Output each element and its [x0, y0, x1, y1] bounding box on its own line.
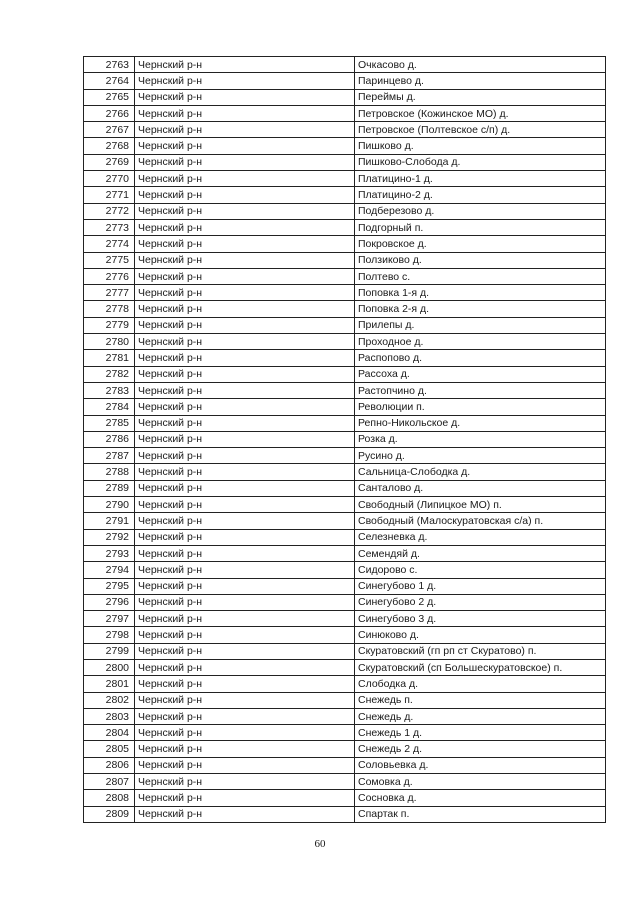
table-row: [84, 513, 606, 529]
row-number-cell: 2773: [84, 219, 135, 235]
district-cell: Чернский р-н: [135, 448, 355, 464]
table-row: [84, 643, 606, 659]
district-cell: Чернский р-н: [135, 513, 355, 529]
district-cell: Чернский р-н: [135, 382, 355, 398]
row-number-cell: 2788: [84, 464, 135, 480]
table-row: [84, 317, 606, 333]
row-number-cell: 2766: [84, 105, 135, 121]
table-row: [84, 236, 606, 252]
district-cell: Чернский р-н: [135, 366, 355, 382]
table-row: [84, 659, 606, 675]
row-number-cell: 2779: [84, 317, 135, 333]
district-cell: Чернский р-н: [135, 480, 355, 496]
settlement-name-cell: Снежедь д.: [355, 708, 606, 724]
settlement-name-cell: Репно-Никольское д.: [355, 415, 606, 431]
table-row: [84, 334, 606, 350]
settlement-name-cell: Синегубово 1 д.: [355, 578, 606, 594]
district-cell: Чернский р-н: [135, 611, 355, 627]
settlement-name-cell: Розка д.: [355, 431, 606, 447]
table-row: [84, 611, 606, 627]
district-cell: Чернский р-н: [135, 301, 355, 317]
district-cell: Чернский р-н: [135, 187, 355, 203]
settlement-name-cell: Селезневка д.: [355, 529, 606, 545]
district-cell: Чернский р-н: [135, 154, 355, 170]
settlement-name-cell: Платицино-1 д.: [355, 171, 606, 187]
district-cell: Чернский р-н: [135, 57, 355, 73]
district-cell: Чернский р-н: [135, 219, 355, 235]
table-row: [84, 708, 606, 724]
table-row: [84, 757, 606, 773]
table-row: [84, 806, 606, 822]
district-cell: Чернский р-н: [135, 138, 355, 154]
district-cell: Чернский р-н: [135, 774, 355, 790]
settlement-name-cell: Слободка д.: [355, 676, 606, 692]
settlement-name-cell: Распопово д.: [355, 350, 606, 366]
row-number-cell: 2783: [84, 382, 135, 398]
table-row: [84, 725, 606, 741]
district-cell: Чернский р-н: [135, 252, 355, 268]
row-number-cell: 2801: [84, 676, 135, 692]
district-cell: Чернский р-н: [135, 757, 355, 773]
row-number-cell: 2771: [84, 187, 135, 203]
row-number-cell: 2809: [84, 806, 135, 822]
table-row: [84, 464, 606, 480]
settlement-name-cell: Русино д.: [355, 448, 606, 464]
row-number-cell: 2776: [84, 268, 135, 284]
settlement-name-cell: Снежедь п.: [355, 692, 606, 708]
settlement-name-cell: Пишково-Слобода д.: [355, 154, 606, 170]
district-cell: Чернский р-н: [135, 659, 355, 675]
row-number-cell: 2797: [84, 611, 135, 627]
table-row: [84, 366, 606, 382]
district-cell: Чернский р-н: [135, 285, 355, 301]
table-row: [84, 105, 606, 121]
row-number-cell: 2764: [84, 73, 135, 89]
row-number-cell: 2792: [84, 529, 135, 545]
row-number-cell: 2778: [84, 301, 135, 317]
row-number-cell: 2799: [84, 643, 135, 659]
district-cell: Чернский р-н: [135, 627, 355, 643]
settlement-name-cell: Паринцево д.: [355, 73, 606, 89]
district-cell: Чернский р-н: [135, 171, 355, 187]
settlement-name-cell: Покровское д.: [355, 236, 606, 252]
row-number-cell: 2802: [84, 692, 135, 708]
table-row: [84, 154, 606, 170]
table-row: [84, 415, 606, 431]
row-number-cell: 2769: [84, 154, 135, 170]
page-number: 60: [314, 838, 326, 850]
settlement-name-cell: Поповка 2-я д.: [355, 301, 606, 317]
table-row: [84, 545, 606, 561]
table-row: [84, 382, 606, 398]
row-number-cell: 2781: [84, 350, 135, 366]
table-row: [84, 448, 606, 464]
row-number-cell: 2765: [84, 89, 135, 105]
row-number-cell: 2807: [84, 774, 135, 790]
district-cell: Чернский р-н: [135, 268, 355, 284]
table-row: [84, 676, 606, 692]
row-number-cell: 2800: [84, 659, 135, 675]
district-cell: Чернский р-н: [135, 578, 355, 594]
row-number-cell: 2784: [84, 399, 135, 415]
settlement-name-cell: Проходное д.: [355, 334, 606, 350]
settlement-name-cell: Санталово д.: [355, 480, 606, 496]
district-cell: Чернский р-н: [135, 790, 355, 806]
table-row: [84, 89, 606, 105]
row-number-cell: 2767: [84, 122, 135, 138]
row-number-cell: 2770: [84, 171, 135, 187]
table-row: [84, 122, 606, 138]
table-row: [84, 399, 606, 415]
table-row: [84, 138, 606, 154]
settlement-name-cell: Очкасово д.: [355, 57, 606, 73]
row-number-cell: 2774: [84, 236, 135, 252]
district-cell: Чернский р-н: [135, 464, 355, 480]
district-cell: Чернский р-н: [135, 431, 355, 447]
table-row: [84, 562, 606, 578]
table-row: [84, 73, 606, 89]
row-number-cell: 2808: [84, 790, 135, 806]
table-row: [84, 790, 606, 806]
table-row: [84, 431, 606, 447]
settlement-name-cell: Соловьевка д.: [355, 757, 606, 773]
table-body: [84, 57, 606, 823]
table-row: [84, 187, 606, 203]
settlement-name-cell: Пишково д.: [355, 138, 606, 154]
district-cell: Чернский р-н: [135, 725, 355, 741]
settlement-name-cell: Синюково д.: [355, 627, 606, 643]
district-cell: Чернский р-н: [135, 73, 355, 89]
table-row: [84, 219, 606, 235]
settlement-name-cell: Рассоха д.: [355, 366, 606, 382]
settlement-name-cell: Растопчино д.: [355, 382, 606, 398]
row-number-cell: 2796: [84, 594, 135, 610]
settlement-name-cell: Петровское (Кожинское МО) д.: [355, 105, 606, 121]
row-number-cell: 2785: [84, 415, 135, 431]
district-cell: Чернский р-н: [135, 236, 355, 252]
settlement-name-cell: Поповка 1-я д.: [355, 285, 606, 301]
district-cell: Чернский р-н: [135, 529, 355, 545]
district-cell: Чернский р-н: [135, 562, 355, 578]
table-row: [84, 203, 606, 219]
settlement-name-cell: Платицино-2 д.: [355, 187, 606, 203]
district-cell: Чернский р-н: [135, 741, 355, 757]
row-number-cell: 2780: [84, 334, 135, 350]
settlement-name-cell: Сомовка д.: [355, 774, 606, 790]
table-row: [84, 350, 606, 366]
district-cell: Чернский р-н: [135, 692, 355, 708]
table-row: [84, 480, 606, 496]
settlement-name-cell: Семендяй д.: [355, 545, 606, 561]
row-number-cell: 2775: [84, 252, 135, 268]
table-row: [84, 268, 606, 284]
district-cell: Чернский р-н: [135, 105, 355, 121]
settlements-table: [83, 56, 606, 823]
settlement-name-cell: Спартак п.: [355, 806, 606, 822]
district-cell: Чернский р-н: [135, 806, 355, 822]
district-cell: Чернский р-н: [135, 203, 355, 219]
settlement-name-cell: Свободный (Малоскуратовская с/а) п.: [355, 513, 606, 529]
row-number-cell: 2794: [84, 562, 135, 578]
row-number-cell: 2793: [84, 545, 135, 561]
row-number-cell: 2806: [84, 757, 135, 773]
settlement-name-cell: Скуратовский (сп Большескуратовское) п.: [355, 659, 606, 675]
district-cell: Чернский р-н: [135, 594, 355, 610]
settlement-name-cell: Подберезово д.: [355, 203, 606, 219]
district-cell: Чернский р-н: [135, 415, 355, 431]
table-row: [84, 594, 606, 610]
settlement-name-cell: Синегубово 2 д.: [355, 594, 606, 610]
row-number-cell: 2804: [84, 725, 135, 741]
settlement-name-cell: Полтево с.: [355, 268, 606, 284]
settlement-name-cell: Переймы д.: [355, 89, 606, 105]
row-number-cell: 2782: [84, 366, 135, 382]
row-number-cell: 2772: [84, 203, 135, 219]
district-cell: Чернский р-н: [135, 317, 355, 333]
row-number-cell: 2768: [84, 138, 135, 154]
table-row: [84, 741, 606, 757]
row-number-cell: 2798: [84, 627, 135, 643]
district-cell: Чернский р-н: [135, 545, 355, 561]
table-row: [84, 252, 606, 268]
district-cell: Чернский р-н: [135, 676, 355, 692]
settlement-name-cell: Снежедь 1 д.: [355, 725, 606, 741]
table-row: [84, 285, 606, 301]
district-cell: Чернский р-н: [135, 334, 355, 350]
district-cell: Чернский р-н: [135, 643, 355, 659]
settlement-name-cell: Свободный (Липицкое МО) п.: [355, 497, 606, 513]
settlement-name-cell: Подгорный п.: [355, 219, 606, 235]
table-row: [84, 171, 606, 187]
row-number-cell: 2763: [84, 57, 135, 73]
district-cell: Чернский р-н: [135, 497, 355, 513]
table-row: [84, 529, 606, 545]
settlement-name-cell: Сосновка д.: [355, 790, 606, 806]
settlement-name-cell: Скуратовский (гп рп ст Скуратово) п.: [355, 643, 606, 659]
settlement-name-cell: Прилепы д.: [355, 317, 606, 333]
district-cell: Чернский р-н: [135, 399, 355, 415]
settlement-name-cell: Петровское (Полтевское с/п) д.: [355, 122, 606, 138]
settlement-name-cell: Ползиково д.: [355, 252, 606, 268]
district-cell: Чернский р-н: [135, 708, 355, 724]
table-row: [84, 578, 606, 594]
district-cell: Чернский р-н: [135, 122, 355, 138]
table-row: [84, 57, 606, 73]
row-number-cell: 2790: [84, 497, 135, 513]
row-number-cell: 2787: [84, 448, 135, 464]
table-row: [84, 774, 606, 790]
table-row: [84, 301, 606, 317]
settlement-name-cell: Синегубово 3 д.: [355, 611, 606, 627]
table-row: [84, 692, 606, 708]
table-row: [84, 497, 606, 513]
row-number-cell: 2786: [84, 431, 135, 447]
row-number-cell: 2789: [84, 480, 135, 496]
settlement-name-cell: Сидорово с.: [355, 562, 606, 578]
row-number-cell: 2791: [84, 513, 135, 529]
settlement-name-cell: Снежедь 2 д.: [355, 741, 606, 757]
table-row: [84, 627, 606, 643]
settlement-name-cell: Революции п.: [355, 399, 606, 415]
settlement-name-cell: Сальница-Слободка д.: [355, 464, 606, 480]
row-number-cell: 2777: [84, 285, 135, 301]
row-number-cell: 2795: [84, 578, 135, 594]
row-number-cell: 2803: [84, 708, 135, 724]
district-cell: Чернский р-н: [135, 350, 355, 366]
district-cell: Чернский р-н: [135, 89, 355, 105]
row-number-cell: 2805: [84, 741, 135, 757]
